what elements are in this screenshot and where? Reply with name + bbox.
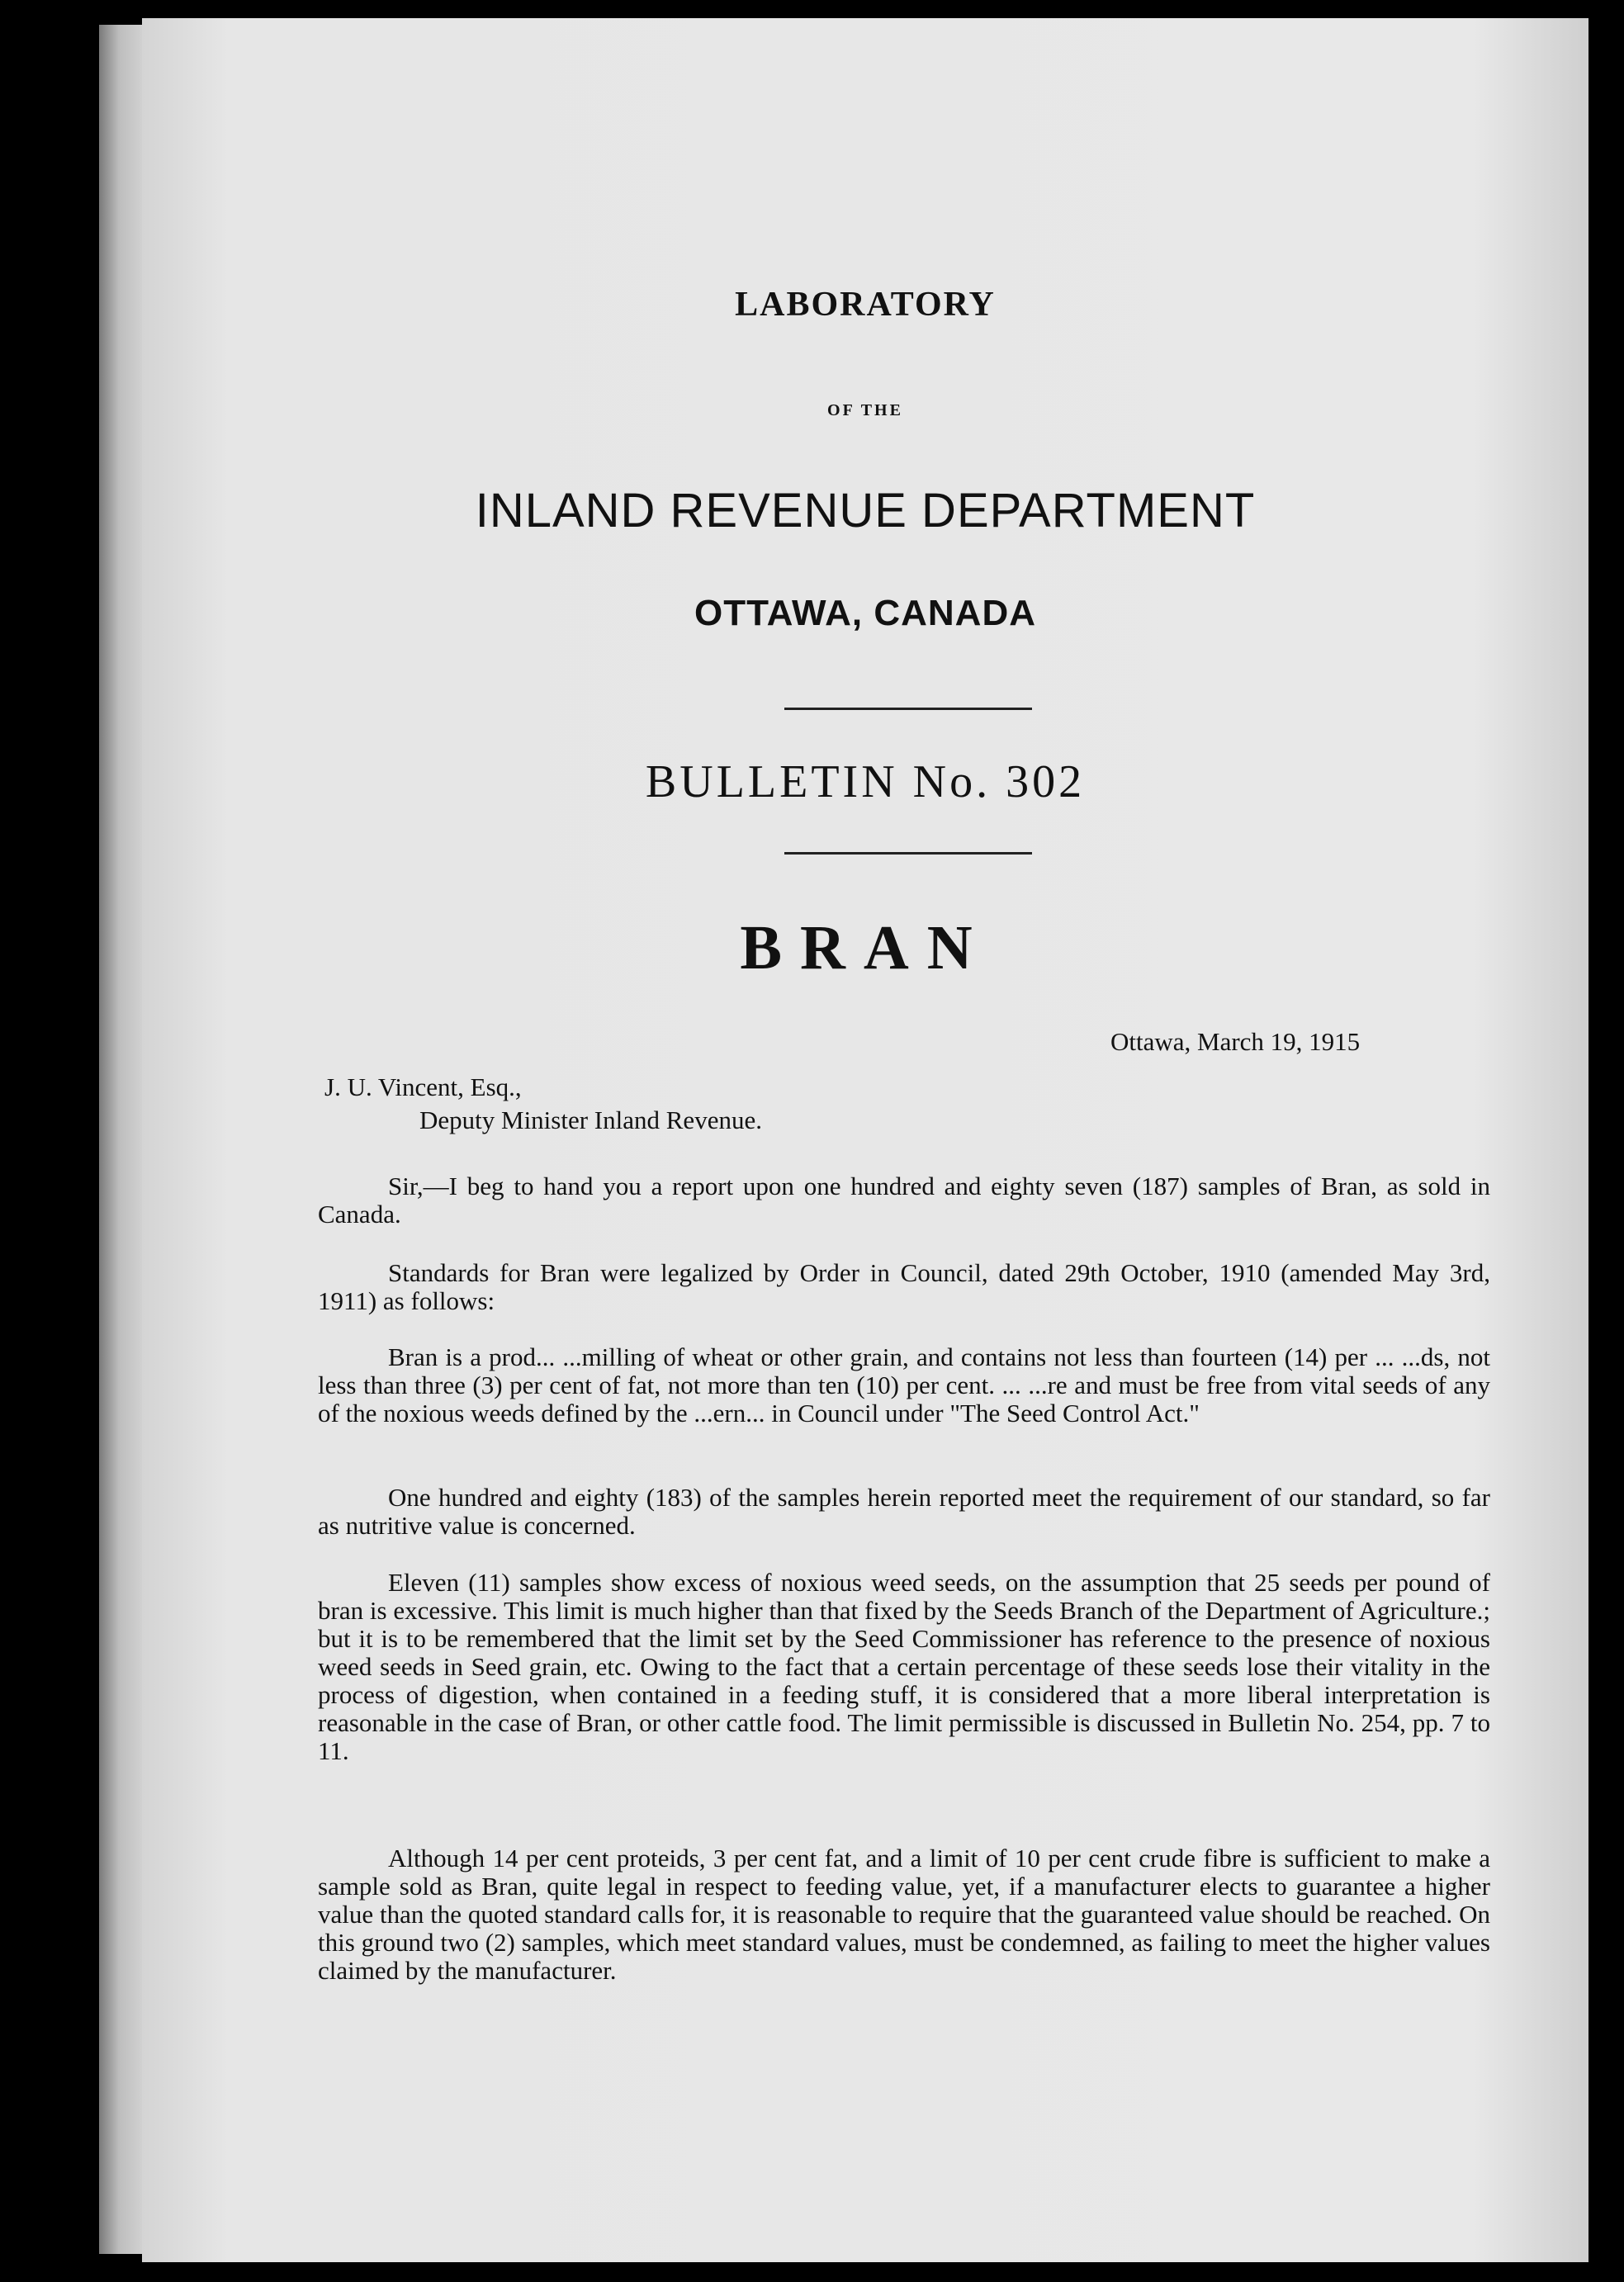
paragraph-weed-seeds (318, 1569, 1490, 1765)
paragraph-guarantee (318, 1844, 1490, 1985)
recipient-title: Deputy Minister Inland Revenue. (419, 1105, 762, 1134)
divider-top (784, 708, 1032, 710)
paragraph-text: Bran is a prod... ...milling of wheat or other grain, and contains not less than fourteen (14) per ... ...ds, not less than three (3) per cent of fat, not more than ten (10) per cent. ... ...re and must be free from vital seeds of any of the noxious weeds defined by the ...ern... in Council under "The Seed Control Act." (318, 1342, 1490, 1427)
paragraph-text: Standards for Bran were legalized by Order in Council, dated 29th October, 1910 (amended May 3rd, 1911) as follows: (318, 1258, 1490, 1315)
letter-date: Ottawa, March 19, 1915 (1110, 1027, 1361, 1056)
heading-laboratory: LABORATORY (735, 286, 996, 324)
recipient-name: J. U. Vincent, Esq., (324, 1072, 522, 1101)
heading-city: OTTAWA, CANADA (694, 593, 1037, 633)
paragraph-text: Sir,—I beg to hand you a report upon one hundred and eighty seven (187) samples of Bran, as sold in Canada. (318, 1172, 1490, 1229)
paragraph-compliance (318, 1484, 1490, 1540)
bulletin-subject: BRAN (740, 913, 991, 982)
paragraph-intro (318, 1172, 1490, 1229)
paragraph-text: Eleven (11) samples show excess of noxious weed seeds, on the assumption that 25 seeds per pound of bran is excessive. This limit is much higher than that fixed by the Seeds Branch of the Department of Agriculture.; but it is to be remembered that the limit set by the Seed Commissioner has reference to the presence of noxious weed seeds in Seed grain, etc. Owing to the fact that a certain percentage of these seeds lose their vitality in the process of digestion, when contained in a feeding stuff, it is considered that a more liberal interpretation is reasonable in the case of Bran, or other cattle food. The limit permissible is discussed in Bulletin No. 254, pp. 7 to 11. (318, 1568, 1490, 1765)
heading-department: INLAND REVENUE DEPARTMENT (475, 484, 1256, 537)
bulletin-number: BULLETIN No. 302 (645, 756, 1086, 807)
page-edge (99, 25, 149, 2254)
paragraph-text: One hundred and eighty (183) of the samples herein reported meet the requirement of our standard, so far as nutritive value is concerned. (318, 1483, 1490, 1540)
paragraph-standards (318, 1259, 1490, 1315)
heading-of-the: OF THE (827, 401, 903, 419)
paragraph-text: Although 14 per cent proteids, 3 per cent fat, and a limit of 10 per cent crude fibre is sufficient to make a sample sold as Bran, quite legal in respect to feeding value, yet, if a manufacturer elects to guarantee a higher value than the quoted standard calls for, it is reasonable to require that the guaranteed value should be reached. On this ground two (2) samples, which meet standard values, must be condemned, as failing to meet the higher values claimed by the manufacturer. (318, 1844, 1490, 1985)
paragraph-definition (318, 1343, 1490, 1427)
divider-bottom (784, 852, 1032, 855)
